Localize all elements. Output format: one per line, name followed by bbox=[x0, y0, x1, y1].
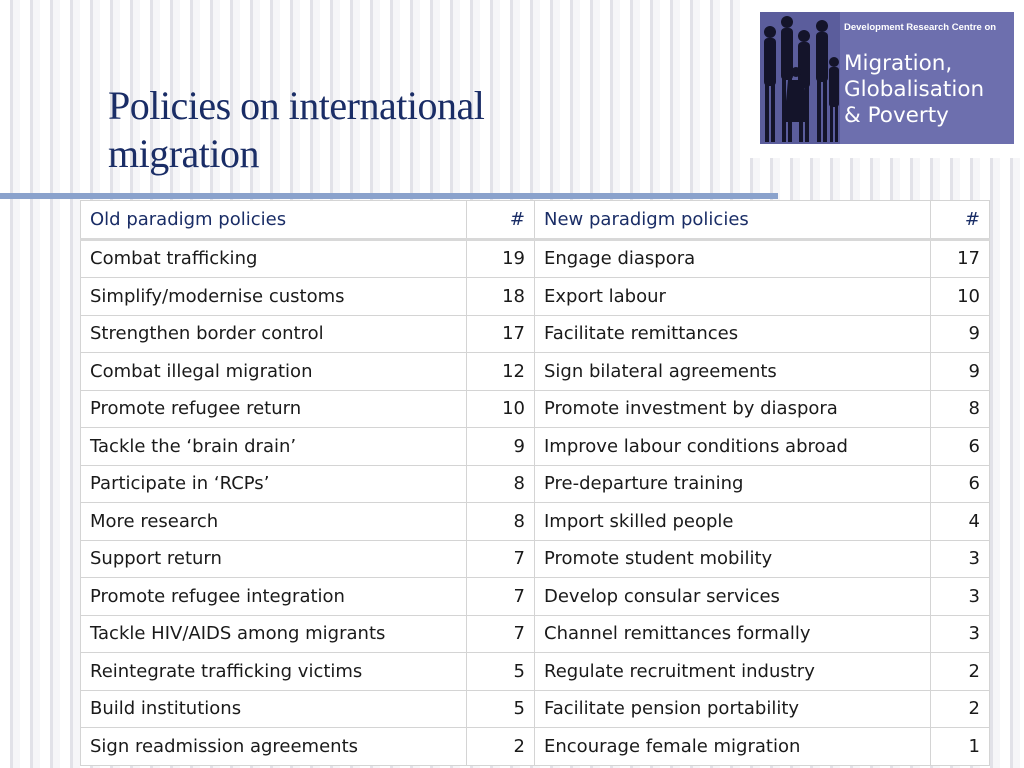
new-count-cell: 6 bbox=[931, 428, 990, 466]
new-policy-cell: Develop consular services bbox=[535, 578, 931, 616]
old-policy-cell: Strengthen border control bbox=[81, 315, 467, 353]
new-policy-cell: Pre-departure training bbox=[535, 465, 931, 503]
logo-line-3: & Poverty bbox=[844, 103, 949, 128]
new-count-cell: 4 bbox=[931, 503, 990, 541]
new-count-cell: 9 bbox=[931, 353, 990, 391]
new-count-cell: 3 bbox=[931, 578, 990, 616]
table-header-row bbox=[81, 201, 990, 240]
new-policy-cell: Channel remittances formally bbox=[535, 615, 931, 653]
table-row bbox=[81, 278, 990, 316]
old-count-cell: 19 bbox=[467, 239, 535, 278]
old-count-cell: 5 bbox=[467, 690, 535, 728]
old-count-cell: 7 bbox=[467, 578, 535, 616]
logo-line-2: Globalisation bbox=[844, 77, 985, 102]
new-count-cell: 3 bbox=[931, 615, 990, 653]
table-row bbox=[81, 615, 990, 653]
old-policy-cell: Reintegrate trafficking victims bbox=[81, 653, 467, 691]
slide-title-line-1: Policies on international bbox=[108, 83, 485, 128]
old-count-cell: 5 bbox=[467, 653, 535, 691]
old-count-cell: 8 bbox=[467, 503, 535, 541]
new-count-cell: 2 bbox=[931, 653, 990, 691]
old-count-cell: 7 bbox=[467, 615, 535, 653]
new-count-cell: 1 bbox=[931, 728, 990, 766]
old-count-cell: 7 bbox=[467, 540, 535, 578]
old-count-cell: 2 bbox=[467, 728, 535, 766]
old-policy-cell: Support return bbox=[81, 540, 467, 578]
old-policy-cell: Promote refugee return bbox=[81, 390, 467, 428]
new-policy-cell: Promote investment by diaspora bbox=[535, 390, 931, 428]
new-policy-cell: Encourage female migration bbox=[535, 728, 931, 766]
drc-logo bbox=[760, 12, 1014, 144]
old-policy-cell: Tackle the ‘brain drain’ bbox=[81, 428, 467, 466]
old-count-cell: 9 bbox=[467, 428, 535, 466]
new-policy-cell: Promote student mobility bbox=[535, 540, 931, 578]
table-body bbox=[81, 239, 990, 765]
new-count-cell: 6 bbox=[931, 465, 990, 503]
old-policy-cell: Build institutions bbox=[81, 690, 467, 728]
old-policy-cell: Sign readmission agreements bbox=[81, 728, 467, 766]
new-count-cell: 8 bbox=[931, 390, 990, 428]
table-row bbox=[81, 690, 990, 728]
header-old-count: # bbox=[467, 201, 535, 240]
table-row bbox=[81, 728, 990, 766]
old-policy-cell: Tackle HIV/AIDS among migrants bbox=[81, 615, 467, 653]
slide-title bbox=[108, 82, 668, 178]
logo-header: Development Research Centre on bbox=[844, 22, 997, 33]
policy-table bbox=[80, 200, 990, 766]
old-policy-cell: More research bbox=[81, 503, 467, 541]
new-count-cell: 3 bbox=[931, 540, 990, 578]
old-policy-cell: Combat trafficking bbox=[81, 239, 467, 278]
new-policy-cell: Export labour bbox=[535, 278, 931, 316]
logo-line-1: Migration, bbox=[844, 51, 953, 76]
new-policy-cell: Regulate recruitment industry bbox=[535, 653, 931, 691]
old-count-cell: 8 bbox=[467, 465, 535, 503]
table-row bbox=[81, 390, 990, 428]
new-count-cell: 10 bbox=[931, 278, 990, 316]
header-old-policies: Old paradigm policies bbox=[81, 201, 467, 240]
old-count-cell: 10 bbox=[467, 390, 535, 428]
new-count-cell: 17 bbox=[931, 239, 990, 278]
old-policy-cell: Promote refugee integration bbox=[81, 578, 467, 616]
table-row bbox=[81, 315, 990, 353]
header-new-policies: New paradigm policies bbox=[535, 201, 931, 240]
new-count-cell: 9 bbox=[931, 315, 990, 353]
table-row bbox=[81, 540, 990, 578]
table-row bbox=[81, 239, 990, 278]
people-silhouettes-icon bbox=[760, 12, 840, 144]
old-policy-cell: Simplify/modernise customs bbox=[81, 278, 467, 316]
header-new-count: # bbox=[931, 201, 990, 240]
table-row bbox=[81, 428, 990, 466]
table-row bbox=[81, 465, 990, 503]
old-policy-cell: Participate in ‘RCPs’ bbox=[81, 465, 467, 503]
table-row bbox=[81, 653, 990, 691]
title-divider bbox=[0, 193, 778, 199]
table-row bbox=[81, 353, 990, 391]
old-policy-cell: Combat illegal migration bbox=[81, 353, 467, 391]
new-count-cell: 2 bbox=[931, 690, 990, 728]
old-count-cell: 17 bbox=[467, 315, 535, 353]
old-count-cell: 12 bbox=[467, 353, 535, 391]
table-row bbox=[81, 503, 990, 541]
new-policy-cell: Import skilled people bbox=[535, 503, 931, 541]
slide-title-line-2: migration bbox=[108, 131, 260, 176]
old-count-cell: 18 bbox=[467, 278, 535, 316]
new-policy-cell: Improve labour conditions abroad bbox=[535, 428, 931, 466]
new-policy-cell: Facilitate remittances bbox=[535, 315, 931, 353]
new-policy-cell: Sign bilateral agreements bbox=[535, 353, 931, 391]
new-policy-cell: Engage diaspora bbox=[535, 239, 931, 278]
table-row bbox=[81, 578, 990, 616]
logo-container bbox=[750, 0, 1024, 158]
new-policy-cell: Facilitate pension portability bbox=[535, 690, 931, 728]
